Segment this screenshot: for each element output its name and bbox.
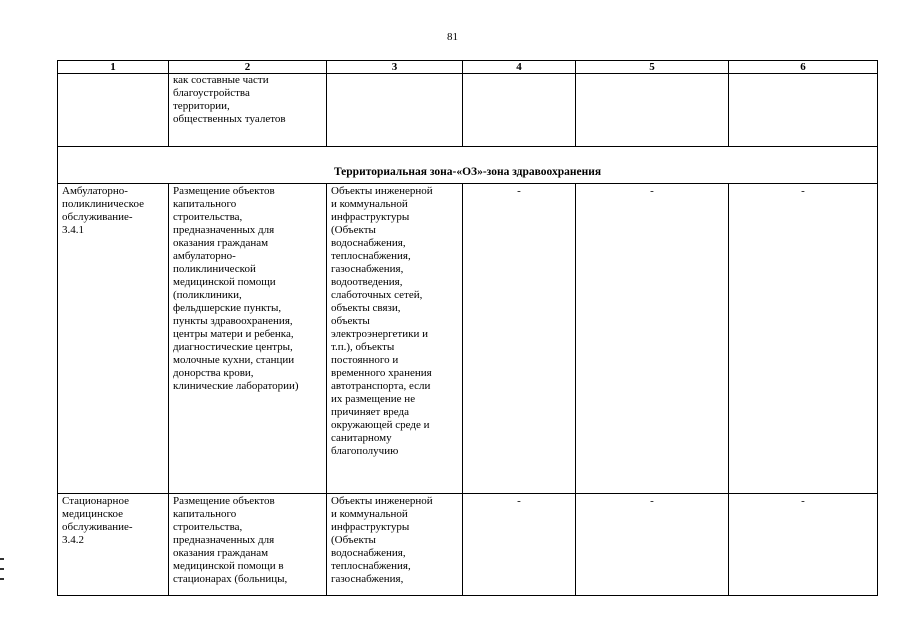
cell-value: - — [463, 494, 576, 596]
cell-empty — [463, 74, 576, 147]
column-header-6: 6 — [729, 61, 878, 74]
cell-auxiliary-uses: Объекты инженерной и коммунальной инфраструктуры (Объекты водоснабжения, теплоснабжения, газоснабжения, водоотведения, слаботочных сетей, объекты связи, объекты электроэнергетики и т.п.), объекты постоянного и временного хранения автотранспорта, если их размещение не причиняет вреда окружающей среде и санитарному благополучию — [327, 184, 463, 494]
column-header-5: 5 — [576, 61, 729, 74]
cell-value: - — [729, 184, 878, 494]
zone-heading-row — [58, 147, 878, 184]
zone-title: Территориальная зона-«ОЗ»-зона здравоохранения — [58, 147, 878, 184]
column-header-4: 4 — [463, 61, 576, 74]
cell-value: - — [576, 494, 729, 596]
column-number-row — [58, 61, 878, 74]
cell-value: - — [576, 184, 729, 494]
cell-auxiliary-uses: Объекты инженерной и коммунальной инфраструктуры (Объекты водоснабжения, теплоснабжения, газоснабжения, — [327, 494, 463, 596]
cell-value: - — [729, 494, 878, 596]
cell-use-type: Стационарное медицинское обслуживание- 3.4.2 — [58, 494, 169, 596]
cell-use-type: Амбулаторно- поликлиническое обслуживание- 3.4.1 — [58, 184, 169, 494]
table-row — [58, 494, 878, 596]
cell-empty — [327, 74, 463, 147]
column-header-2: 2 — [169, 61, 327, 74]
cell-description: Размещение объектов капитального строительства, предназначенных для оказания гражданам амбулаторно- поликлинической медицинской помощи (поликлиники, фельдшерские пункты, пункты здравоохранения, центры матери и ребенка, диагностические центры, молочные кухни, станции донорства крови, клинические лаборатории) — [169, 184, 327, 494]
table-row — [58, 184, 878, 494]
table-row-continuation — [58, 74, 878, 147]
cell-empty — [576, 74, 729, 147]
column-header-3: 3 — [327, 61, 463, 74]
scan-edge-marks — [0, 558, 6, 588]
zoning-table — [57, 60, 878, 596]
cell-value: - — [463, 184, 576, 494]
cell-description: Размещение объектов капитального строительства, предназначенных для оказания гражданам медицинской помощи в стационарах (больницы, — [169, 494, 327, 596]
cell-description: как составные части благоустройства территории, общественных туалетов — [169, 74, 327, 147]
column-header-1: 1 — [58, 61, 169, 74]
page-number: 81 — [447, 31, 458, 43]
cell-empty — [729, 74, 878, 147]
cell-empty — [58, 74, 169, 147]
